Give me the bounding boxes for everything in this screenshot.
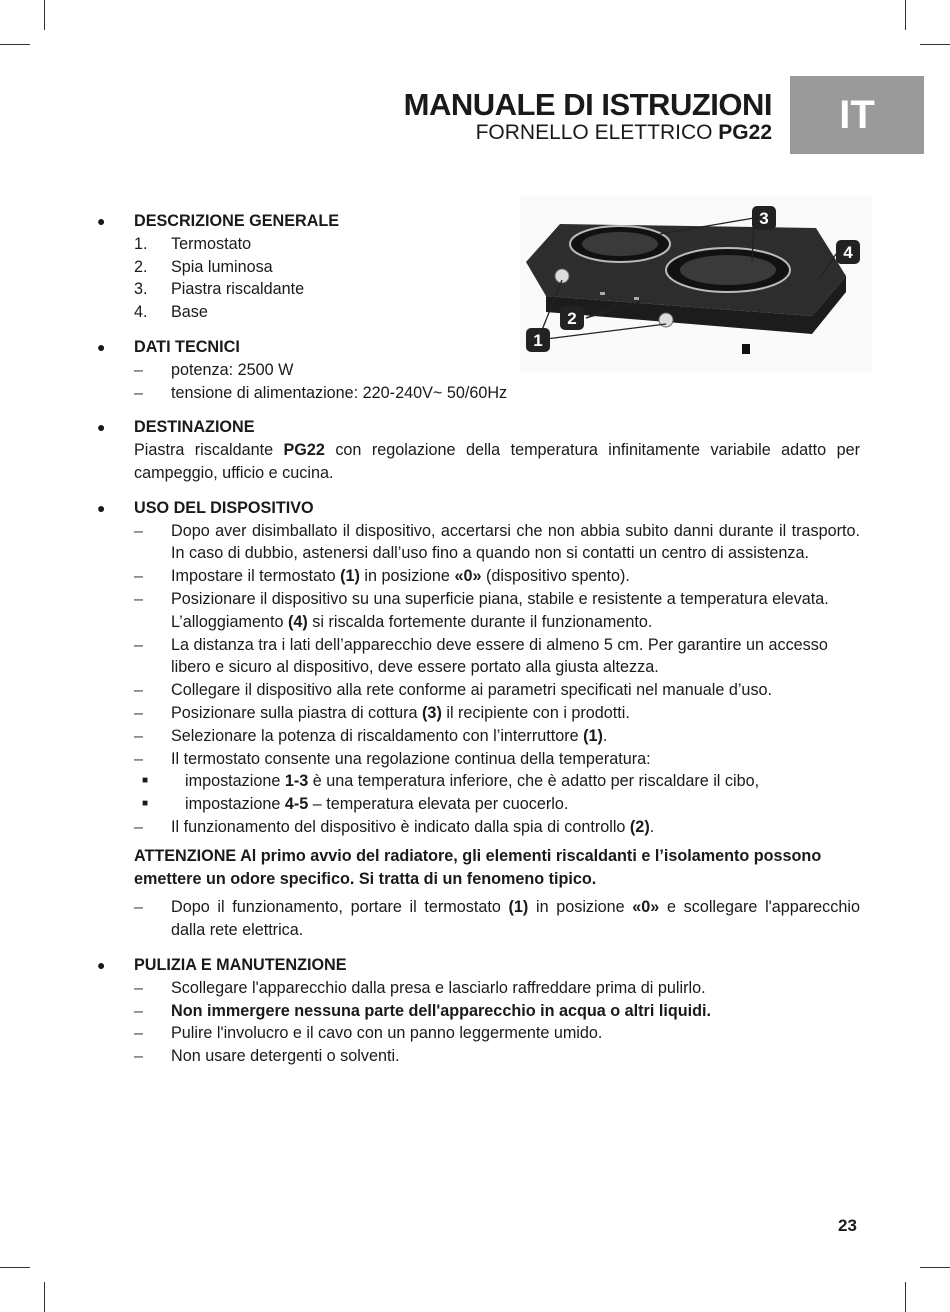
item-text: Base — [171, 303, 208, 322]
svg-text:2: 2 — [567, 309, 577, 328]
svg-text:1: 1 — [533, 331, 543, 350]
list-item — [134, 233, 860, 256]
crop-mark — [44, 1282, 45, 1312]
subtitle-prefix: FORNELLO ELETTRICO — [475, 121, 719, 144]
item-text: Piastra riscaldante — [171, 280, 305, 299]
bullet-icon: ● — [97, 213, 106, 229]
list-item: – Il funzionamento del dispositivo è indicato dalla spia di controllo (2). — [134, 817, 655, 836]
usage-list — [134, 520, 860, 839]
list-item: – potenza: 2500 W — [134, 360, 294, 379]
list-item — [134, 256, 860, 279]
svg-text:4: 4 — [843, 243, 853, 262]
list-item: – Il termostato consente una regolazione continua della temperatura: ■ impostazione 1-3 è una temperatura inferiore, che è adatto per riscaldare il cibo, ■ impostazione 4-5 – temperatura elevata per cuocerlo. — [134, 748, 860, 816]
page-number: 23 — [838, 1216, 857, 1235]
list-item: ■ impostazione 1-3 è una temperatura inferiore, che è adatto per riscaldare il cibo, — [142, 772, 760, 791]
section-title: DATI TECNICI — [134, 337, 240, 356]
components-list — [134, 233, 860, 324]
language-badge: IT — [790, 76, 924, 154]
item-text: tensione di alimentazione: 220-240V~ 50/60Hz — [171, 383, 508, 402]
item-number: 2. — [134, 257, 148, 276]
manual-body — [97, 210, 860, 1080]
crop-mark — [44, 0, 45, 30]
manual-subtitle — [404, 122, 772, 144]
list-item: – La distanza tra i lati dell’apparecchio deve essere di almeno 5 cm. Per garantire un accesso libero e sicuro al dispositivo, deve essere portato alla giusta altezza. — [134, 635, 828, 677]
bullet-icon: ● — [97, 338, 106, 355]
bullet-icon: ● — [97, 499, 106, 516]
cleaning-list — [134, 977, 860, 1068]
settings-list — [134, 770, 860, 816]
item-text: Spia luminosa — [171, 257, 273, 276]
section-dati-tecnici — [97, 336, 860, 404]
list-item: ■ impostazione 4-5 – temperatura elevata per cuocerlo. — [142, 795, 569, 814]
page-header — [404, 88, 772, 144]
section-title: DESTINAZIONE — [134, 418, 255, 437]
item-text: potenza: 2500 W — [171, 360, 294, 379]
crop-mark — [905, 1282, 906, 1312]
list-item — [134, 278, 860, 301]
item-text: Termostato — [171, 234, 252, 253]
list-item — [134, 301, 860, 324]
crop-mark — [920, 1267, 950, 1268]
specs-list — [134, 359, 860, 405]
list-item: – Scollegare l'apparecchio dalla presa e lasciarlo raffreddare prima di pulirlo. — [134, 978, 706, 997]
section-uso — [97, 497, 860, 942]
list-item: – Dopo il funzionamento, portare il termostato (1) in posizione «0» e scollegare l'apparecchio dalla rete elettrica. — [134, 898, 860, 940]
list-item: – tensione di alimentazione: 220-240V~ 50/60Hz — [134, 383, 508, 402]
warning-text: ATTENZIONE Al primo avvio del radiatore, gli elementi riscaldanti e l’isolamento possono emettere un odore specifico. Si tratta di un fenomeno tipico. — [134, 846, 822, 888]
list-item: – Selezionare la potenza di riscaldamento con l’interruttore (1). — [134, 726, 608, 745]
bullet-icon: ● — [97, 419, 106, 436]
list-item: – Posizionare sulla piastra di cottura (3) il recipiente con i prodotti. — [134, 703, 630, 722]
crop-mark — [0, 44, 30, 45]
subtitle-model: PG22 — [718, 121, 772, 144]
crop-mark — [920, 44, 950, 45]
crop-mark — [0, 1267, 30, 1268]
crop-mark — [905, 0, 906, 30]
list-item: – Impostare il termostato (1) in posizione «0» (dispositivo spento). — [134, 567, 630, 586]
list-item: – Dopo aver disimballato il dispositivo, accertarsi che non abbia subito danni durante il trasporto. In caso di dubbio, astenersi dall’uso fino a quando non si contatti un centro di assistenza. — [134, 521, 860, 563]
section-destinazione — [97, 416, 860, 484]
manual-title: MANUALE DI ISTRUZIONI — [403, 87, 772, 122]
list-item: – Pulire l'involucro e il cavo con un panno leggermente umido. — [134, 1024, 603, 1043]
list-item: – Non usare detergenti o solventi. — [134, 1047, 400, 1066]
paragraph: Piastra riscaldante PG22 con regolazione della temperatura infinitamente variabile adatto per campeggio, ufficio e cucina. — [134, 441, 860, 482]
section-title: DESCRIZIONE GENERALE — [134, 212, 340, 230]
item-number: 4. — [134, 303, 148, 322]
section-title: PULIZIA E MANUTENZIONE — [134, 955, 347, 974]
section-pulizia — [97, 954, 860, 1068]
section-descrizione — [97, 210, 860, 324]
bullet-icon: ● — [97, 956, 106, 973]
item-number: 3. — [134, 280, 148, 299]
list-item: – Non immergere nessuna parte dell'apparecchio in acqua o altri liquidi. — [134, 1001, 711, 1020]
section-title: USO DEL DISPOSITIVO — [134, 498, 314, 517]
item-number: 1. — [134, 234, 148, 253]
list-item: – Collegare il dispositivo alla rete conforme ai parametri specificati nel manuale d’uso. — [134, 681, 773, 700]
usage-list-end — [134, 896, 860, 942]
svg-text:3: 3 — [759, 209, 769, 228]
list-item: – Posizionare il dispositivo su una superficie piana, stabile e resistente a temperatura elevata. L’alloggiamento (4) si riscalda fortemente durante il funzionamento. — [134, 589, 829, 631]
